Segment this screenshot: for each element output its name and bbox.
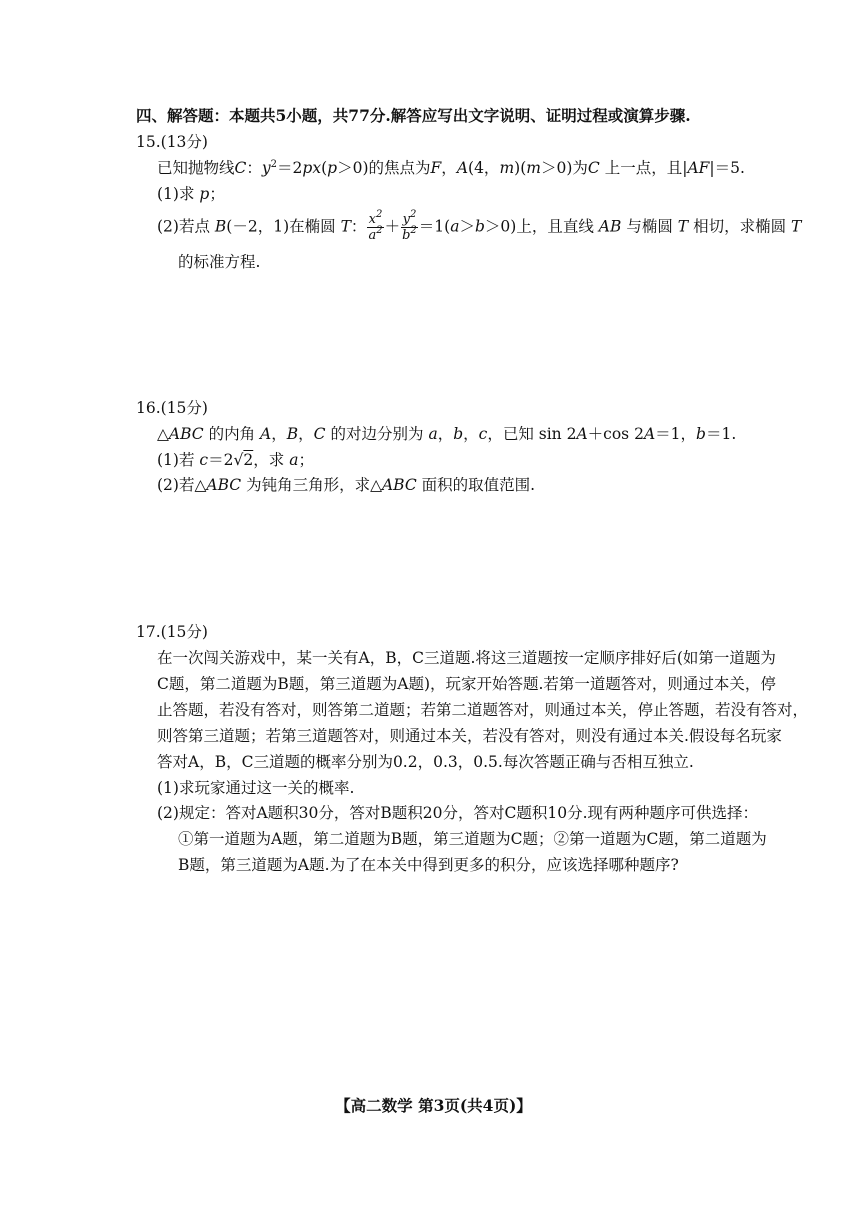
- q17-number: 17.(15分): [136, 623, 208, 641]
- q16-stem: △ABC 的内角 A，B，C 的对边分别为 a，b，c，已知 sin 2A＋cos 2A＝1，b＝1.: [157, 425, 737, 443]
- page-footer: 【高二数学 第3页(共4页)】: [335, 1096, 532, 1115]
- q17-line-5: 答对A，B，C三道题的概率分别为0.2，0.3，0.5.每次答题正确与否相互独立.: [157, 753, 694, 771]
- q16-part1: (1)若 c＝2√2，求 a；: [157, 451, 314, 469]
- q17-line-4: 则答第三道题；若第三道题答对，则通过本关，若没有答对，则没有通过本关.假设每名玩家: [157, 727, 782, 745]
- ellipse-fraction-y: $\frac{y^2}{b^2}$: [402, 209, 417, 243]
- section-heading: 四、解答题：本题共5小题，共77分.解答应写出文字说明、证明过程或演算步骤.: [136, 106, 691, 125]
- q17-part2-line-3: B题，第三道题为A题.为了在本关中得到更多的积分，应该选择哪种题序?: [178, 856, 679, 874]
- q17-line-1: 在一次闯关游戏中，某一关有A，B，C三道题.将这三道题按一定顺序排好后(如第一道题为: [157, 649, 776, 667]
- q15-stem: 已知抛物线C：$y^2=2px(p>0)$的焦点为F，A(4，m)(m＞0)为C 上一点，且|AF|＝5.: [157, 159, 745, 177]
- q15-part1: (1)求 p；: [157, 185, 225, 203]
- q17-part2-line-2: ①第一道题为A题，第二道题为B题，第三道题为C题；②第一道题为C题，第二道题为: [178, 830, 767, 848]
- q15-number: 15.(13分): [136, 133, 208, 151]
- q16-number: 16.(15分): [136, 399, 208, 417]
- ellipse-fraction-x: $\frac{x^2}{a^2}$: [368, 209, 383, 243]
- q17-part1: (1)求玩家通过这一关的概率.: [157, 779, 355, 797]
- q16-part2: (2)若△ABC 为钝角三角形，求△ABC 面积的取值范围.: [157, 476, 536, 494]
- q15-part2: (2)若点 B(－2，1)在椭圆 T： $\frac{x^2}{a^2}$ ＋ $\frac{y^2}{b^2}$ ＝1(a＞b＞0)上，且直线 AB 与椭圆 T 相切，求椭圆 T: [157, 209, 802, 243]
- q17-line-2: C题，第二道题为B题，第三道题为A题)，玩家开始答题.若第一道题答对，则通过本关，停: [157, 675, 776, 693]
- q17-line-3: 止答题，若没有答对，则答第二道题；若第二道题答对，则通过本关，停止答题，若没有答对，: [157, 701, 809, 719]
- q15-part2-cont: 的标准方程.: [178, 253, 261, 271]
- q17-part2-line-1: (2)规定：答对A题积30分，答对B题积20分，答对C题积10分.现有两种题序可供选择：: [157, 804, 758, 822]
